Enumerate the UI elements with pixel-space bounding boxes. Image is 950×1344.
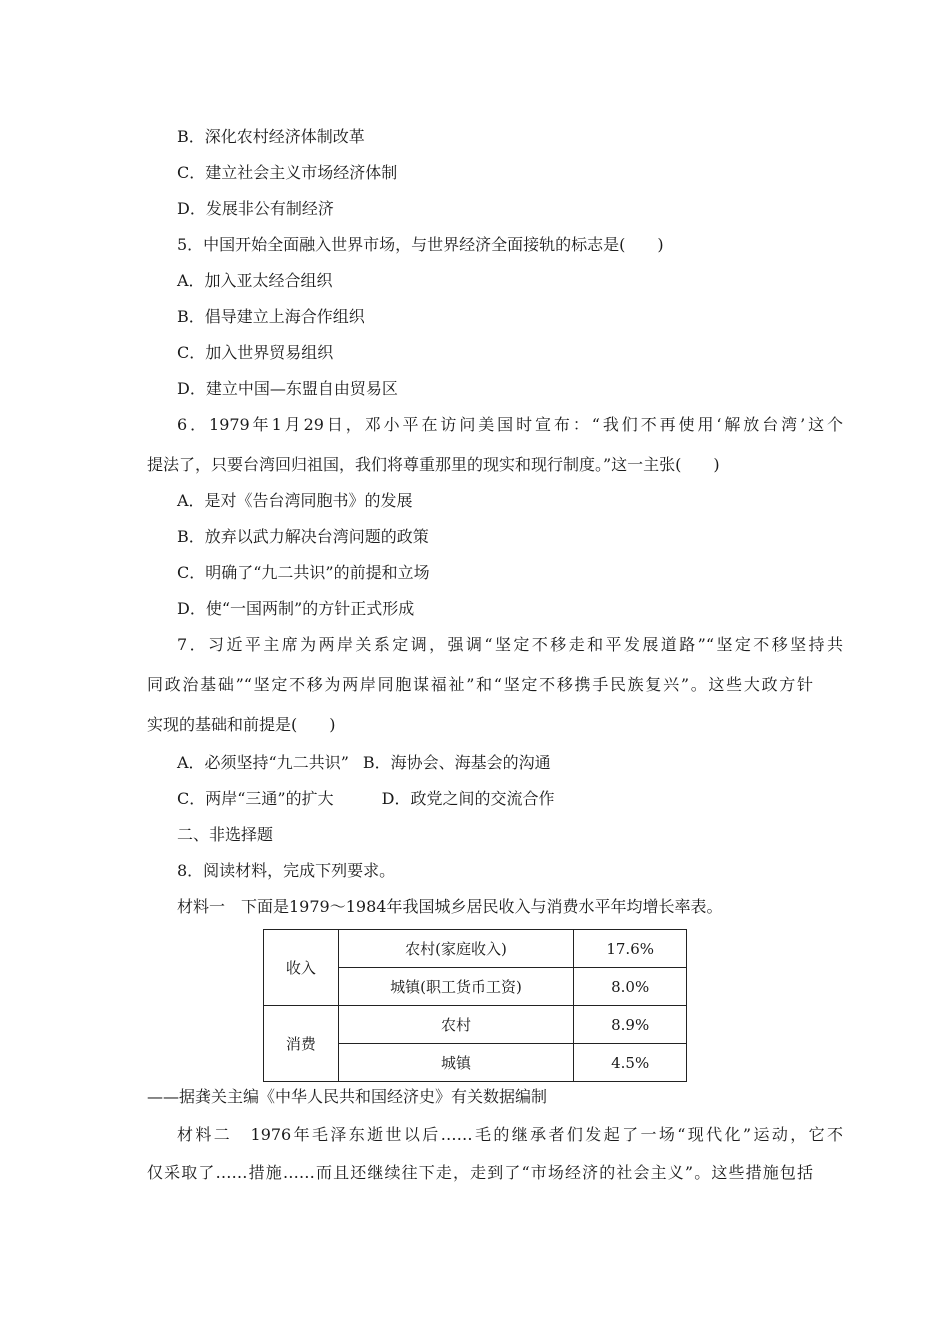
table-row [264,1006,687,1044]
q8-stem: 8．阅读材料，完成下列要求。 [177,861,396,880]
table-group-consumption: 消费 [264,1006,339,1082]
material-1-intro: 材料一 下面是1979～1984年我国城乡居民收入与消费水平年均增长率表。 [177,897,723,916]
q6-option-c: C．明确了“九二共识”的前提和立场 [177,563,430,582]
table-value: 8.9% [574,1006,687,1044]
table-value: 8.0% [574,968,687,1006]
section-heading: 二、非选择题 [177,825,274,844]
q7-option-b: B．海协会、海基会的沟通 [362,753,551,772]
q6-option-d: D．使“一国两制”的方针正式形成 [177,599,415,618]
q5-option-d: D．建立中国—东盟自由贸易区 [177,379,398,398]
q7-option-d: D．政党之间的交流合作 [381,789,555,808]
q6-stem-line-1: 6．1979年1月29日，邓小平在访问美国时宣布：“我们不再使用‘解放台湾’这个 [177,415,843,434]
q7-options-row-2 [177,789,554,809]
q7-stem-line-1: 7．习近平主席为两岸关系定调，强调“坚定不移走和平发展道路”“坚定不移坚持共 [177,635,843,654]
material-2-line-2: 仅采取了……措施……而且还继续往下走，走到了“市场经济的社会主义”。这些措施包括 [147,1163,813,1182]
q5-option-b: B．倡导建立上海合作组织 [177,307,365,326]
q4-option-c: C．建立社会主义市场经济体制 [177,163,398,182]
q5-stem: 5．中国开始全面融入世界市场，与世界经济全面接轨的标志是( ) [177,235,664,254]
q4-option-b: B．深化农村经济体制改革 [177,127,365,146]
q6-option-a: A．是对《告台湾同胞书》的发展 [177,491,413,510]
table-source: ——据龚关主编《中华人民共和国经济史》有关数据编制 [147,1087,548,1106]
table-category: 城镇(职工货币工资) [338,968,574,1006]
q7-options-row-1 [177,753,551,773]
q7-stem-line-2: 同政治基础”“坚定不移为两岸同胞谋福祉”和“坚定不移携手民族复兴”。这些大政方针 [147,675,813,694]
q6-option-b: B．放弃以武力解决台湾问题的政策 [177,527,429,546]
table-category: 城镇 [338,1044,574,1082]
material-2-line-1: 材料二 1976年毛泽东逝世以后……毛的继承者们发起了一场“现代化”运动，它不 [177,1125,843,1144]
q7-stem-line-3: 实现的基础和前提是( ) [147,715,336,734]
table-category: 农村(家庭收入) [338,930,574,968]
q5-option-a: A．加入亚太经合组织 [177,271,333,290]
table-group-income: 收入 [264,930,339,1006]
table-category: 农村 [338,1006,574,1044]
income-consumption-table [263,929,687,1082]
q7-option-c: C．两岸“三通”的扩大 [177,789,334,808]
q7-option-a: A．必须坚持“九二共识” [177,753,349,772]
q5-option-c: C．加入世界贸易组织 [177,343,334,362]
q6-stem-line-2: 提法了，只要台湾回归祖国，我们将尊重那里的现实和现行制度。”这一主张( ) [147,455,720,474]
table-value: 4.5% [574,1044,687,1082]
q4-option-d: D．发展非公有制经济 [177,199,334,218]
table-value: 17.6% [574,930,687,968]
table-row [264,930,687,968]
